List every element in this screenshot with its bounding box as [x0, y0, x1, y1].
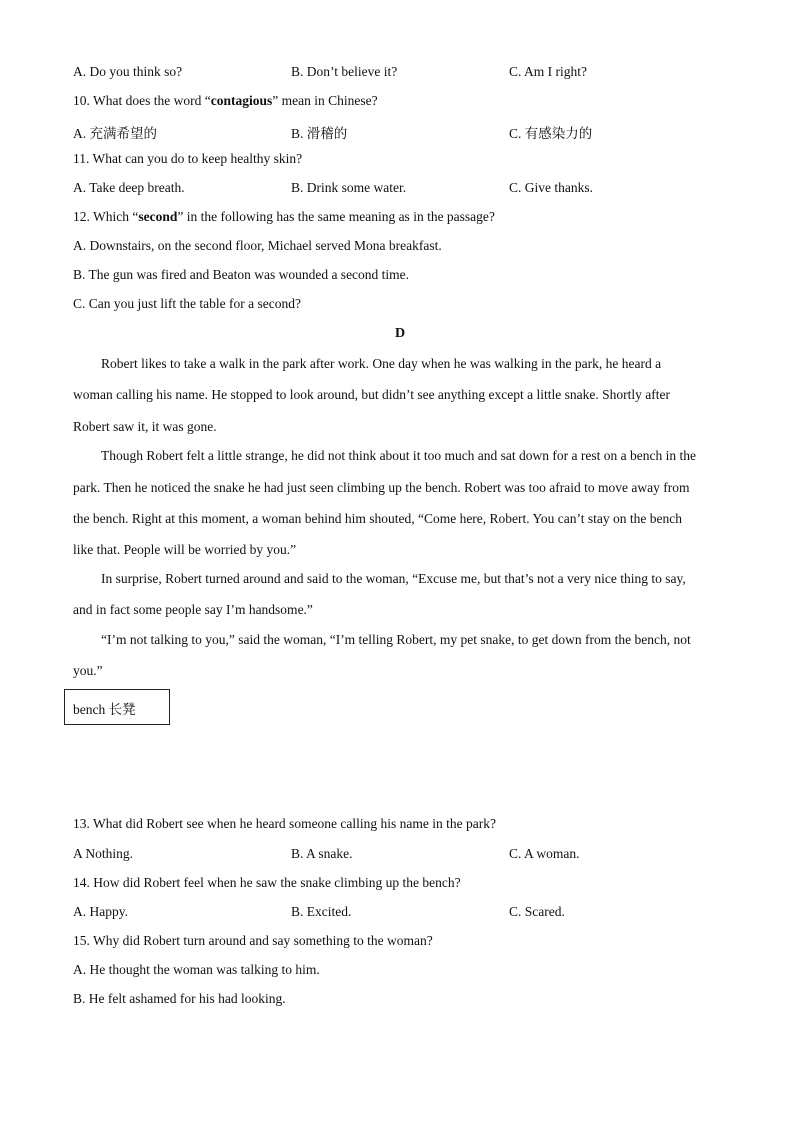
q11-option-c: C. Give thanks. — [509, 180, 593, 195]
passage-line: “I’m not talking to you,” said the woman, “I’m telling Robert, my pet snake, to get down from the bench, not — [101, 632, 691, 647]
q13-question: 13. What did Robert see when he heard someone calling his name in the park? — [73, 816, 496, 831]
q10-question-prefix: 10. What does the word “ — [73, 93, 211, 108]
passage-line: In surprise, Robert turned around and said to the woman, “Excuse me, but that’s not a very nice thing to say, — [101, 571, 686, 586]
q12-question — [73, 209, 495, 225]
q14-option-a: A. Happy. — [73, 904, 128, 919]
q13-option-c: C. A woman. — [509, 846, 580, 861]
q12-option-a: A. Downstairs, on the second floor, Michael served Mona breakfast. — [73, 238, 442, 253]
q10-option-c: C. 有感染力的 — [509, 126, 593, 141]
passage-line: Robert saw it, it was gone. — [73, 419, 217, 434]
q10-keyword: contagious — [210, 93, 273, 108]
q12-option-b: B. The gun was fired and Beaton was wounded a second time. — [73, 267, 410, 282]
q11-question: 11. What can you do to keep healthy skin? — [73, 151, 303, 166]
q12-question-suffix: ” in the following has the same meaning as in the passage? — [177, 209, 495, 224]
q10-question — [73, 93, 378, 109]
section-heading: D — [394, 326, 406, 341]
q14-question: 14. How did Robert feel when he saw the snake climbing up the bench? — [73, 875, 461, 890]
passage-line: and in fact some people say I’m handsome.” — [73, 602, 313, 617]
q12-question-prefix: 12. Which “ — [73, 209, 139, 224]
q14-option-c: C. Scared. — [509, 904, 565, 919]
passage-line: Though Robert felt a little strange, he did not think about it too much and sat down for a rest on a bench in the — [101, 448, 696, 463]
passage-line: you.” — [73, 663, 103, 678]
q13-option-a: A Nothing. — [73, 846, 134, 861]
q14-option-b: B. Excited. — [291, 904, 352, 919]
passage-line: woman calling his name. He stopped to look around, but didn’t see anything except a little snake. Shortly after — [73, 387, 670, 402]
passage-line: the bench. Right at this moment, a woman behind him shouted, “Come here, Robert. You can’t stay on the bench — [73, 511, 683, 526]
vocabulary-gloss: bench 长凳 — [73, 702, 136, 717]
q11-option-a: A. Take deep breath. — [73, 180, 185, 195]
vocabulary-gloss-box — [64, 689, 170, 725]
passage-line: Robert likes to take a walk in the park after work. One day when he was walking in the park, he heard a — [101, 356, 662, 371]
q13-option-b: B. A snake. — [291, 846, 353, 861]
q10-question-suffix: ” mean in Chinese? — [272, 93, 378, 108]
passage-line: park. Then he noticed the snake he had just seen climbing up the bench. Robert was too afraid to move away from — [73, 480, 690, 495]
q9-option-b: B. Don’t believe it? — [291, 64, 398, 79]
q10-option-b: B. 滑稽的 — [291, 126, 348, 141]
q10-option-a: A. 充满希望的 — [73, 126, 157, 141]
q15-option-b: B. He felt ashamed for his had looking. — [73, 991, 286, 1006]
q12-keyword: second — [138, 209, 178, 224]
q15-option-a: A. He thought the woman was talking to him. — [73, 962, 320, 977]
q11-option-b: B. Drink some water. — [291, 180, 407, 195]
q15-question: 15. Why did Robert turn around and say something to the woman? — [73, 933, 433, 948]
q9-option-a: A. Do you think so? — [73, 64, 183, 79]
passage-line: like that. People will be worried by you.” — [73, 542, 297, 557]
q9-option-c: C. Am I right? — [509, 64, 587, 79]
q12-option-c: C. Can you just lift the table for a second? — [73, 296, 301, 311]
